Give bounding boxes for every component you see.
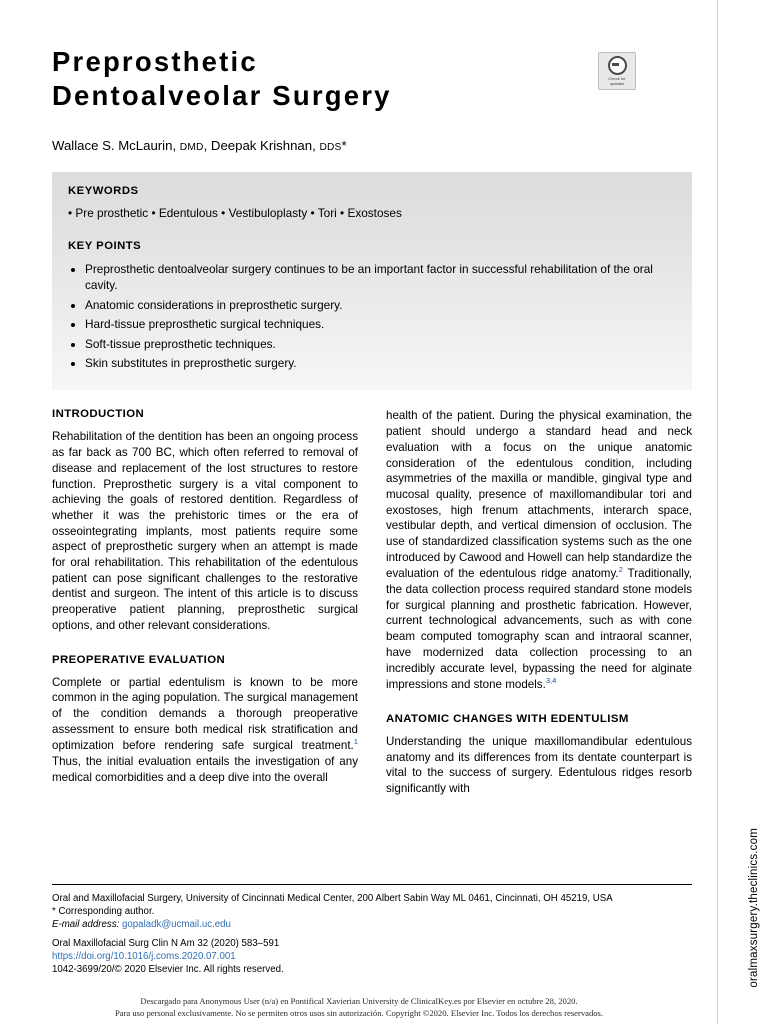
author-2-degree: DDS [319,142,342,154]
section-heading-introduction: INTRODUCTION [52,408,145,421]
citation-ref-1[interactable]: 1 [353,737,358,747]
author-1-name: Wallace S. McLaurin, [52,138,177,154]
citation-ref-3-4[interactable]: 3,4 [545,676,557,686]
author-2-name: Deepak Krishnan, [210,138,316,154]
cont-text-a: health of the patient. During the physical examination, the patient should undergo a standard head and neck evaluation with a focus on the unique anatomic consideration of the edentulous condition, including asymmetries of the maxilla or mandible, gingival type and mucosal quality, presence of maxillomandibular tori and exostoses, high frenum attachments, interarch space, vestibular depth, and vertical dimension of occlusion. The use of standardized classification systems such as the one introduced by Cawood and Howell can help standardize the evaluation of the edentulous ridge anatomy. [386,409,692,581]
crossmark-icon [608,56,627,75]
footnote-block [52,884,692,976]
author-separator: , [203,138,211,154]
badge-line-1: Check for [608,76,626,81]
citation-ref-2[interactable]: 2 [618,565,623,575]
preop-text-a: Complete or partial edentulism is known to be more common in the aging population. The surgical management of the condition demands a thorough preoperative assessment to ensure both medical risk stratification and optimization before rendering safe surgical treatment. [52,675,358,753]
article-content [52,0,692,797]
page-title [52,45,572,112]
column-left [52,408,358,796]
corresponding-author-marker: * [341,138,347,154]
author-1-degree: DMD [179,142,204,154]
section-heading-anatomic-changes: ANATOMIC CHANGES WITH EDENTULISM [386,712,629,725]
list-item: • Anatomic considerations in preprosthetic surgery. [85,297,676,313]
footnote-divider [52,884,692,885]
list-item: • Soft-tissue preprosthetic techniques. [85,336,676,352]
doi-link[interactable]: https://doi.org/10.1016/j.coms.2020.07.001 [52,950,236,962]
keywords-list: • Pre prosthetic • Edentulous • Vestibuloplasty • Tori • Exostoses [68,206,402,221]
email-label: E-mail address: [52,919,120,931]
copyright-line: 1042-3699/20/© 2020 Elsevier Inc. All rights reserved. [52,963,284,975]
download-notice-line-1: Descargado para Anonymous User (n/a) en Pontifical Xavierian University de ClinicalKey.es por Elsevier en octubre 28, 2020. [140,996,578,1006]
affiliation-text: Oral and Maxillofacial Surgery, University of Cincinnati Medical Center, 200 Albert Sabin Way ML 0461, Cincinnati, OH 45219, USA [52,893,613,904]
list-item: • Hard-tissue preprosthetic surgical techniques. [85,316,676,332]
list-item: • Skin substitutes in preprosthetic surgery. [85,355,676,371]
anatomic-paragraph: Understanding the unique maxillomandibular edentulous anatomy and its differences from its dentate counterpart is vital to the success of surgery. Edentulous ridges resorb significantly with [386,734,692,795]
email-line [52,918,692,931]
check-for-updates-badge[interactable] [598,52,636,90]
preoperative-paragraph [52,675,358,786]
journal-citation: Oral Maxillofacial Surg Clin N Am 32 (2020) 583–591 [52,937,280,949]
continued-paragraph [386,408,692,692]
column-right [386,408,692,796]
author-line [52,138,692,153]
cont-text-b: Traditionally, the data collection process required standard stone models for surgical planning and prosthetic fabrication. However, current technological advancements, such as with cone beam computed tomography scan and intraoral scanner, have modernized data collection processing to an incredibly accurate level, bypassing the need for alginate impressions and stone models. [386,567,692,692]
corresponding-author-note: * Corresponding author. [52,906,155,918]
list-item: • Preprosthetic dentoalveolar surgery continues to be an important factor in successful rehabilitation of the oral cavity. [85,261,676,294]
section-heading-preoperative-evaluation: PREOPERATIVE EVALUATION [52,653,226,666]
download-notice-line-2: Para uso personal exclusivamente. No se permiten otros usos sin autorización. Copyright ©2020. Elsevier Inc. Todos los derechos reservados. [114,1007,604,1018]
keypoints-list [68,261,676,371]
title-line-1: Preprosthetic [52,46,258,77]
title-line-2: Dentoalveolar Surgery [52,79,392,111]
journal-url-vertical: oralmaxsurgery.theclinics.com [748,828,760,988]
journal-side-strip [717,0,768,1024]
preop-text-b: Thus, the initial evaluation entails the investigation of any medical comorbidities and a deep dive into the overall [52,754,358,784]
download-notice [0,996,718,1019]
keywords-heading: KEYWORDS [68,185,139,198]
body-columns [52,408,692,796]
email-link[interactable]: gopaladk@ucmail.uc.edu [122,919,231,931]
introduction-paragraph: Rehabilitation of the dentition has been an ongoing process as far back as 700 BC, which often referred to removal of disease and replacement of the lost structures to restore function. Preprosthetic surgery is a vital component to achieving the goals of restored dentition. Regardless of whether it was the prehistoric times or the era of osseointegrating implants, most patients require some aspect of preprosthetic surgery when an attempt is made for oral rehabilitation. This rehabilitation of the edentulous patient can pose significant challenges to the restorative dentist and surgeon. The intent of this article is to discuss preoperative patient planning, preprosthetic surgical options, and other relevant considerations. [52,430,358,632]
keywords-keypoints-panel [52,172,692,390]
badge-line-2: updates [609,80,625,86]
keypoints-heading: KEY POINTS [68,240,142,253]
